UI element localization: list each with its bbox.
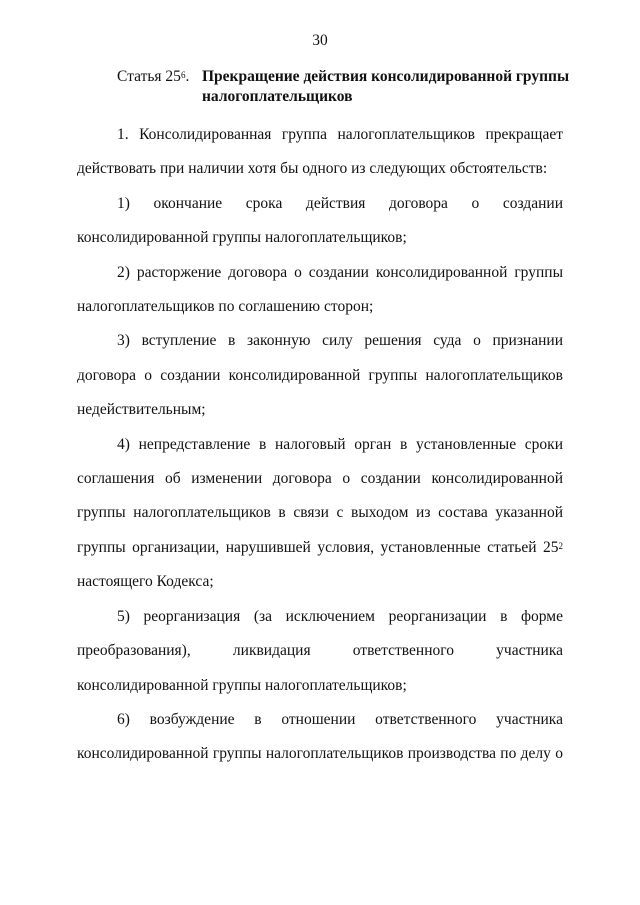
paragraph-5-text: 4) непредставление в налоговый орган в установленные сроки соглашения об изменении договора о создании консолидированной группы налогоплательщиков в связи с выходом из состава указанной группы организации, нарушившей условия, установленные статьей 25 bbox=[77, 435, 563, 556]
article-body bbox=[77, 118, 563, 772]
paragraph-2: 1) окончание срока действия договора о создании консолидированной группы налогоплательщиков; bbox=[77, 194, 563, 247]
article-heading bbox=[117, 67, 587, 107]
paragraph-3: 2) расторжение договора о создании консолидированной группы налогоплательщиков по соглашению сторон; bbox=[77, 263, 563, 316]
article-label bbox=[117, 67, 202, 107]
paragraph-4: 3) вступление в законную силу решения суда о признании договора о создании консолидированной группы налогоплательщиков недействительным; bbox=[77, 332, 563, 419]
article-label-text: Статья 25 bbox=[117, 68, 181, 85]
paragraph-6: 5) реорганизация (за исключением реорганизации в форме преобразования), ликвидация ответственного участника консолидированной группы налогоплательщиков; bbox=[77, 607, 563, 694]
page-number: 30 bbox=[312, 32, 328, 49]
article-label-superscript: 6 bbox=[180, 70, 186, 80]
paragraph-5-superscript: 2 bbox=[558, 540, 563, 551]
article-label-suffix: . bbox=[185, 68, 190, 85]
paragraph-1: 1. Консолидированная группа налогоплательщиков прекращает действовать при наличии хотя бы одного из следующих обстоятельств: bbox=[77, 126, 563, 178]
article-title: Прекращение действия консолидированной группы налогоплательщиков bbox=[202, 68, 570, 105]
paragraph-7: 6) возбуждение в отношении ответственного участника консолидированной группы налогоплательщиков производства по делу о bbox=[77, 710, 563, 763]
paragraph-5-text-end: настоящего Кодекса; bbox=[77, 573, 214, 591]
paragraph-5 bbox=[77, 428, 563, 600]
